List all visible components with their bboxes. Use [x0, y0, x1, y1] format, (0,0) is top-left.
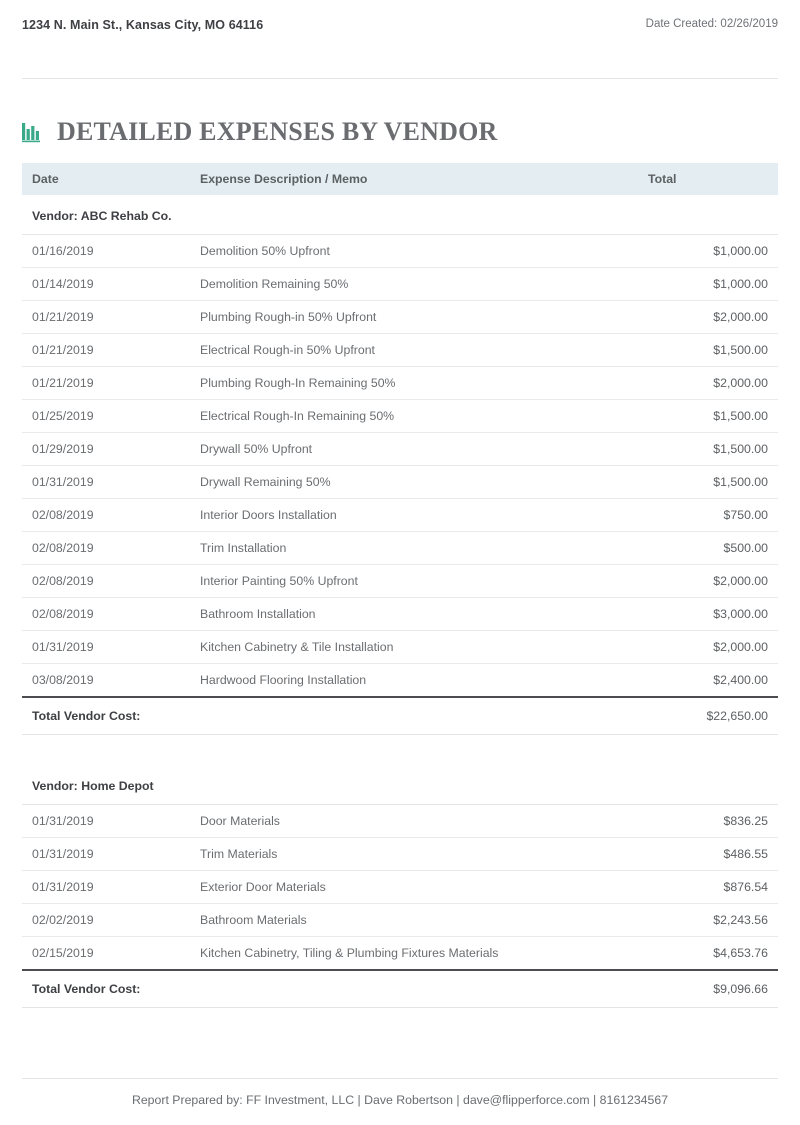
row-date: 02/08/2019 — [22, 598, 190, 631]
row-description: Interior Painting 50% Upfront — [190, 565, 638, 598]
column-header-description: Expense Description / Memo — [190, 163, 638, 195]
row-date: 01/21/2019 — [22, 367, 190, 400]
table-row — [22, 837, 778, 870]
vendor-group-header — [22, 195, 778, 235]
header-divider — [22, 78, 778, 79]
row-date: 01/31/2019 — [22, 631, 190, 664]
row-date: 01/31/2019 — [22, 870, 190, 903]
row-date: 02/02/2019 — [22, 903, 190, 936]
row-date: 01/31/2019 — [22, 804, 190, 837]
row-date: 01/21/2019 — [22, 334, 190, 367]
vendor-total-row — [22, 697, 778, 735]
row-description: Plumbing Rough-In Remaining 50% — [190, 367, 638, 400]
row-description: Kitchen Cabinetry, Tiling & Plumbing Fixtures Materials — [190, 936, 638, 970]
table-row — [22, 367, 778, 400]
row-description: Drywall Remaining 50% — [190, 466, 638, 499]
row-description: Demolition Remaining 50% — [190, 268, 638, 301]
table-row — [22, 903, 778, 936]
row-date: 01/29/2019 — [22, 433, 190, 466]
row-date: 01/31/2019 — [22, 837, 190, 870]
row-description: Bathroom Installation — [190, 598, 638, 631]
row-date: 01/31/2019 — [22, 466, 190, 499]
document-header — [22, 0, 778, 58]
row-date: 03/08/2019 — [22, 664, 190, 698]
table-row — [22, 631, 778, 664]
row-amount: $2,243.56 — [638, 903, 778, 936]
document-footer — [22, 1078, 778, 1107]
row-amount: $836.25 — [638, 804, 778, 837]
row-description: Door Materials — [190, 804, 638, 837]
row-description: Plumbing Rough-in 50% Upfront — [190, 301, 638, 334]
row-amount: $500.00 — [638, 532, 778, 565]
row-amount: $1,000.00 — [638, 235, 778, 268]
row-description: Kitchen Cabinetry & Tile Installation — [190, 631, 638, 664]
vendor-total-amount: $9,096.66 — [638, 970, 778, 1008]
row-amount: $750.00 — [638, 499, 778, 532]
column-header-total: Total — [638, 163, 778, 195]
row-description: Exterior Door Materials — [190, 870, 638, 903]
row-amount: $2,000.00 — [638, 301, 778, 334]
table-row — [22, 664, 778, 698]
row-description: Interior Doors Installation — [190, 499, 638, 532]
row-date: 02/15/2019 — [22, 936, 190, 970]
row-amount: $2,400.00 — [638, 664, 778, 698]
table-head — [22, 163, 778, 195]
table-row — [22, 466, 778, 499]
row-amount: $1,500.00 — [638, 466, 778, 499]
row-amount: $2,000.00 — [638, 367, 778, 400]
row-amount: $3,000.00 — [638, 598, 778, 631]
vendor-name: Vendor: Home Depot — [22, 765, 778, 805]
vendor-total-label: Total Vendor Cost: — [22, 697, 638, 735]
row-amount: $2,000.00 — [638, 631, 778, 664]
table-row — [22, 499, 778, 532]
table-row — [22, 400, 778, 433]
table-header-row — [22, 163, 778, 195]
expenses-table — [22, 163, 778, 1008]
row-amount: $1,500.00 — [638, 433, 778, 466]
table-row — [22, 301, 778, 334]
table-row — [22, 565, 778, 598]
row-amount: $4,653.76 — [638, 936, 778, 970]
row-date: 01/25/2019 — [22, 400, 190, 433]
row-date: 02/08/2019 — [22, 532, 190, 565]
report-title-row — [22, 117, 778, 147]
column-header-date: Date — [22, 163, 190, 195]
row-description: Drywall 50% Upfront — [190, 433, 638, 466]
row-description: Trim Installation — [190, 532, 638, 565]
row-amount: $1,500.00 — [638, 334, 778, 367]
row-amount: $1,000.00 — [638, 268, 778, 301]
date-created: Date Created: 02/26/2019 — [645, 18, 778, 30]
vendor-name: Vendor: ABC Rehab Co. — [22, 195, 778, 235]
vendor-group-header — [22, 765, 778, 805]
row-amount: $2,000.00 — [638, 565, 778, 598]
row-amount: $486.55 — [638, 837, 778, 870]
table-row — [22, 334, 778, 367]
property-address: 1234 N. Main St., Kansas City, MO 64116 — [22, 18, 264, 32]
row-description: Electrical Rough-In Remaining 50% — [190, 400, 638, 433]
table-row — [22, 268, 778, 301]
row-description: Hardwood Flooring Installation — [190, 664, 638, 698]
table-row — [22, 433, 778, 466]
row-date: 01/21/2019 — [22, 301, 190, 334]
row-date: 01/14/2019 — [22, 268, 190, 301]
vendor-total-row — [22, 970, 778, 1008]
row-description: Bathroom Materials — [190, 903, 638, 936]
table-row — [22, 936, 778, 970]
vendor-total-label: Total Vendor Cost: — [22, 970, 638, 1008]
table-row — [22, 804, 778, 837]
row-date: 02/08/2019 — [22, 565, 190, 598]
row-amount: $1,500.00 — [638, 400, 778, 433]
table-row — [22, 235, 778, 268]
vendor-total-amount: $22,650.00 — [638, 697, 778, 735]
group-spacer — [22, 735, 778, 765]
table-body — [22, 195, 778, 1007]
page-title: DETAILED EXPENSES BY VENDOR — [57, 117, 498, 146]
table-row — [22, 598, 778, 631]
table-row — [22, 532, 778, 565]
row-description: Trim Materials — [190, 837, 638, 870]
row-amount: $876.54 — [638, 870, 778, 903]
row-date: 01/16/2019 — [22, 235, 190, 268]
row-description: Demolition 50% Upfront — [190, 235, 638, 268]
row-date: 02/08/2019 — [22, 499, 190, 532]
table-row — [22, 870, 778, 903]
footer-text: Report Prepared by: FF Investment, LLC | Dave Robertson | dave@flipperforce.com | 8161234567 — [131, 1093, 669, 1107]
row-description: Electrical Rough-in 50% Upfront — [190, 334, 638, 367]
bar-chart-icon — [22, 121, 46, 143]
